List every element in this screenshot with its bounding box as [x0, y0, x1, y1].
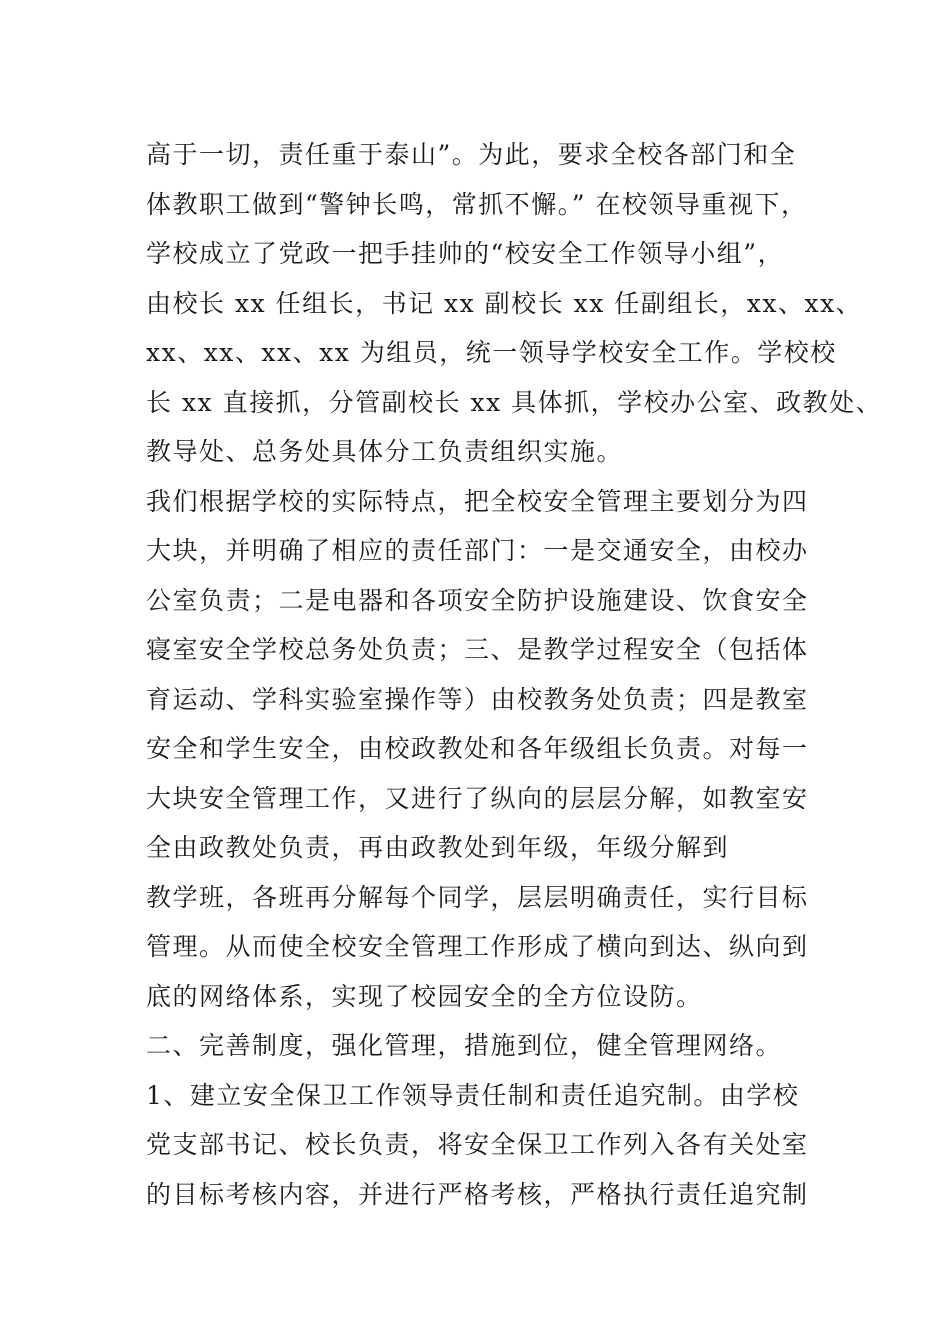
text-line: 寝室安全学校总务处负责；三、是教学过程安全（包括体 — [146, 635, 809, 664]
text-line: 教学班，各班再分解每个同学，层层明确责任，实行目标 — [146, 882, 809, 912]
text-line: 由校长 xx 任组长，书记 xx 副校长 xx 任副组长，xx、xx、 — [146, 288, 863, 318]
section-heading: 二、完善制度，强化管理，措施到位，健全管理网络。 — [146, 1031, 783, 1060]
text-line: 大块，并明确了相应的责任部门：一是交通安全，由校办 — [146, 536, 809, 565]
text-line: 1、建立安全保卫工作领导责任制和责任追究制。由学校 — [146, 1080, 800, 1110]
text-line: 育运动、学科实验室操作等）由校教务处负责；四是教室 — [146, 684, 809, 714]
text-line: 学校成立了党政一把手挂帅的“校安全工作领导小组”， — [146, 239, 785, 268]
text-line: 长 xx 直接抓，分管副校长 xx 具体抓，学校办公室、政教处、 — [146, 387, 883, 417]
text-line: 体教职工做到“警钟长鸣，常抓不懈。” 在校领导重视下， — [146, 189, 808, 219]
text-line: 大块安全管理工作，又进行了纵向的层层分解，如教室安 — [146, 783, 809, 813]
text-line: 我们根据学校的实际特点，把全校安全管理主要划分为四 — [146, 486, 809, 516]
text-line: 公室负责；二是电器和各项安全防护设施建设、饮食安全 — [146, 585, 809, 615]
text-line: 管理。从而使全校安全管理工作形成了横向到达、纵向到 — [146, 932, 809, 961]
text-line: 底的网络体系，实现了校园安全的全方位设防。 — [146, 981, 703, 1011]
text-line: 全由政教处负责，再由政教处到年级，年级分解到 — [146, 833, 730, 862]
body-text — [146, 130, 883, 1219]
text-line: xx、xx、xx、xx 为组员，统一领导学校安全工作。学校校 — [146, 338, 837, 367]
text-line: 高于一切，责任重于泰山”。为此，要求全校各部门和全 — [146, 140, 797, 169]
text-line: 教导处、总务处具体分工负责组织实施。 — [146, 437, 624, 466]
text-line: 的目标考核内容，并进行严格考核，严格执行责任追究制 — [146, 1179, 809, 1209]
text-line: 党支部书记、校长负责，将安全保卫工作列入各有关处室 — [146, 1130, 809, 1159]
text-line: 安全和学生安全，由校政教处和各年级组长负责。对每一 — [146, 734, 809, 763]
